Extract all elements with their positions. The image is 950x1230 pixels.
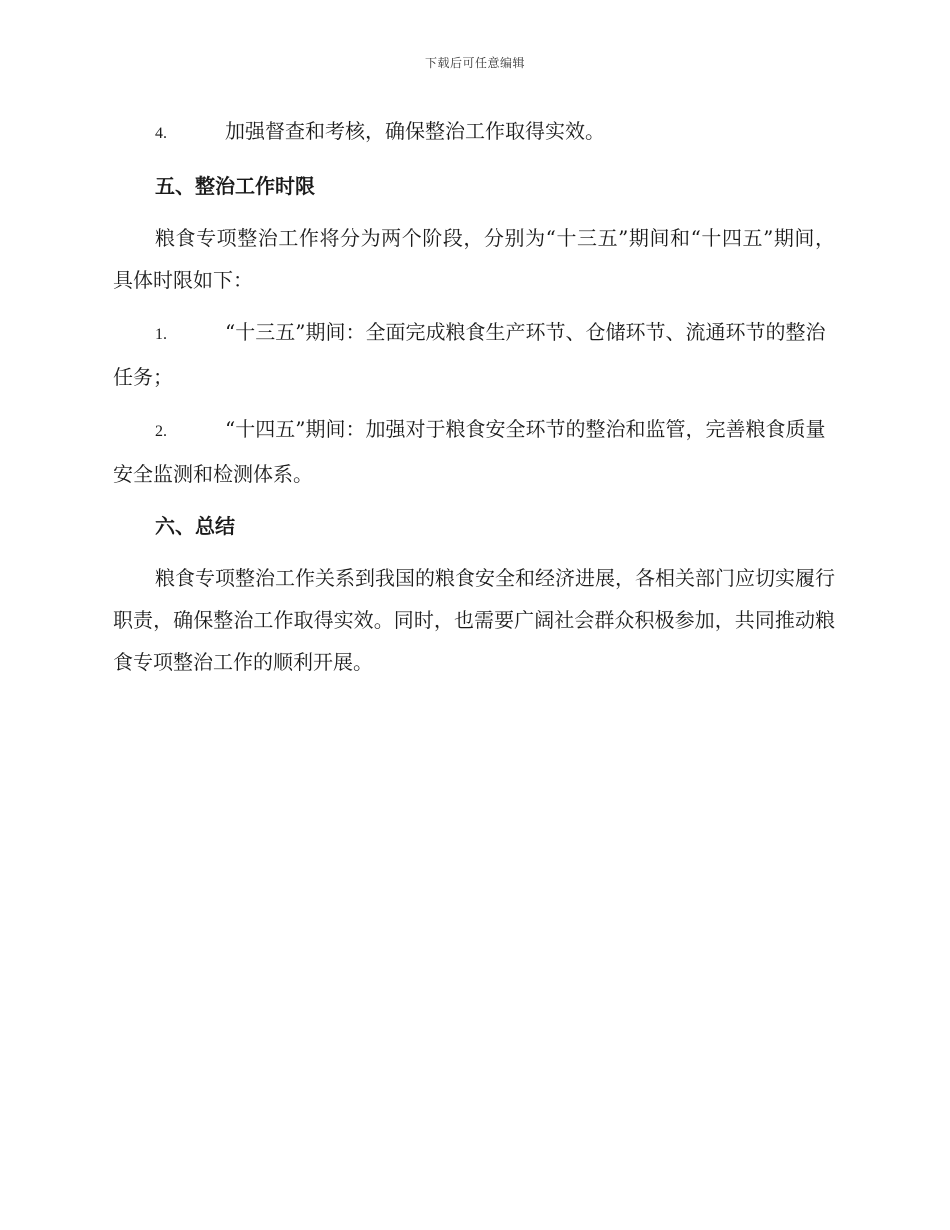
list-item-4 xyxy=(113,110,835,155)
page-header: 下载后可任意编辑 xyxy=(424,56,525,70)
list-item-1 xyxy=(113,311,835,398)
list-number: 4. xyxy=(155,125,167,142)
list-number: 1. xyxy=(155,326,167,343)
section-heading-6: 六、总结 xyxy=(155,514,235,538)
list-item-2 xyxy=(113,408,835,495)
list-item-text: “十四五”期间：加强对于粮食安全环节的整治和监管，完善粮食质量安全监测和检测体系。 xyxy=(113,417,826,486)
section-heading-5: 五、整治工作时限 xyxy=(155,174,315,198)
list-number: 2. xyxy=(155,423,167,440)
list-item-text: “十三五”期间：全面完成粮食生产环节、仓储环节、流通环节的整治任务； xyxy=(113,320,826,389)
paragraph-summary: 粮食专项整治工作关系到我国的粮食安全和经济进展，各相关部门应切实履行职责，确保整治工作取得实效。同时，也需要广阔社会群众积极参加，共同推动粮食专项整治工作的顺利开展。 xyxy=(113,566,835,674)
list-item-text: 加强督查和考核，确保整治工作取得实效。 xyxy=(225,119,605,143)
paragraph-time-limits: 粮食专项整治工作将分为两个阶段，分别为“十三五”期间和“十四五”期间，具体时限如下： xyxy=(113,226,835,292)
document-body xyxy=(113,110,835,693)
